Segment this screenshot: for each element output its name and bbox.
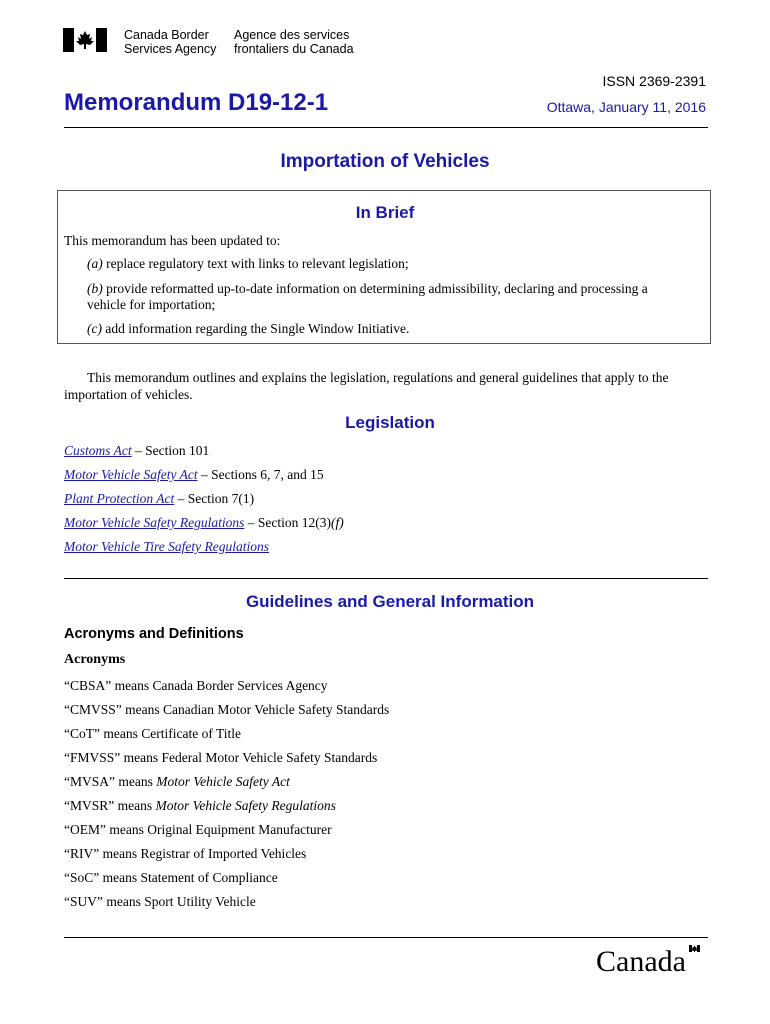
legislation-suffix: – Section 12(3): [244, 515, 331, 530]
legislation-link[interactable]: Motor Vehicle Safety Regulations: [64, 515, 245, 530]
memo-date: Ottawa, January 11, 2016: [546, 99, 706, 115]
item-text: provide reformatted up-to-date information on determining admissibility, declaring and processing a vehicle for importation;: [87, 281, 648, 312]
acronyms-heading: Acronyms: [64, 652, 126, 667]
in-brief-item: [87, 321, 687, 337]
memo-title: Memorandum D19-12-1: [64, 89, 329, 116]
legislation-item: [64, 539, 269, 555]
agency-name-french: [234, 28, 354, 56]
legislation-suffix-italic: (f): [330, 515, 344, 530]
legislation-item: [64, 443, 209, 459]
agency-name-english: [124, 28, 216, 56]
summary-paragraph: This memorandum outlines and explains the legislation, regulations and general guidelines that apply to the importation of vehicles.: [64, 370, 669, 402]
legislation-item: [64, 467, 324, 483]
acronym-italic: Motor Vehicle Safety Regulations: [155, 798, 336, 813]
acronym-item: [64, 702, 389, 718]
acronym-item: [64, 894, 256, 910]
item-text: replace regulatory text with links to relevant legislation;: [106, 256, 409, 271]
acronyms-definitions-heading: Acronyms and Definitions: [64, 626, 244, 642]
legislation-item: [64, 491, 254, 507]
acronym-item: [64, 726, 241, 742]
legislation-heading: Legislation: [345, 413, 435, 432]
acronym-item: [64, 774, 290, 790]
acronym-text: “SUV” means Sport Utility Vehicle: [64, 894, 256, 909]
section-divider: [64, 578, 708, 579]
legislation-suffix: – Sections 6, 7, and 15: [197, 467, 324, 482]
legislation-item: [64, 515, 344, 531]
acronym-item: [64, 798, 336, 814]
acronym-text: “RIV” means Registrar of Imported Vehicles: [64, 846, 307, 861]
acronym-item: [64, 678, 328, 694]
issn-number: ISSN 2369-2391: [602, 73, 706, 89]
in-brief-item: [87, 256, 687, 272]
header-divider: [64, 127, 708, 128]
canada-wordmark-logo: [596, 945, 708, 975]
item-marker: (b): [87, 281, 103, 296]
agency-en-line2: Services Agency: [124, 42, 217, 56]
acronym-text: “FMVSS” means Federal Motor Vehicle Safety Standards: [64, 750, 378, 765]
document-title: Importation of Vehicles: [280, 151, 490, 172]
legislation-suffix: – Section 7(1): [174, 491, 255, 506]
acronym-text: “MVSA” means: [64, 774, 157, 789]
acronym-text: “MVSR” means: [64, 798, 156, 813]
acronym-text: “CBSA” means Canada Border Services Agency: [64, 678, 328, 693]
acronym-item: [64, 822, 332, 838]
legislation-link[interactable]: Motor Vehicle Tire Safety Regulations: [64, 539, 269, 554]
legislation-suffix: – Section 101: [131, 443, 210, 458]
canada-flag-icon: [63, 28, 107, 52]
agency-fr-line1: Agence des services: [234, 28, 350, 42]
legislation-link[interactable]: Customs Act: [64, 443, 132, 458]
acronym-text: “OEM” means Original Equipment Manufacturer: [64, 822, 332, 837]
guidelines-heading: Guidelines and General Information: [245, 592, 535, 611]
acronym-text: “SoC” means Statement of Compliance: [64, 870, 278, 885]
legislation-link[interactable]: Plant Protection Act: [64, 491, 175, 506]
item-marker: (a): [87, 256, 103, 271]
item-text: add information regarding the Single Window Initiative.: [105, 321, 410, 336]
acronym-item: [64, 846, 306, 862]
in-brief-heading: In Brief: [355, 203, 415, 222]
agency-en-line1: Canada Border: [124, 28, 209, 42]
acronym-text: “CMVSS” means Canadian Motor Vehicle Safety Standards: [64, 702, 390, 717]
agency-fr-line2: frontaliers du Canada: [234, 42, 354, 56]
item-marker: (c): [87, 321, 102, 336]
footer-divider: [64, 937, 708, 938]
legislation-link[interactable]: Motor Vehicle Safety Act: [64, 467, 198, 482]
svg-text:Canada: Canada: [596, 945, 686, 975]
in-brief-intro: This memorandum has been updated to:: [64, 233, 281, 248]
acronym-text: “CoT” means Certificate of Title: [64, 726, 241, 741]
acronym-italic: Motor Vehicle Safety Act: [156, 774, 290, 789]
acronym-item: [64, 870, 278, 886]
acronym-item: [64, 750, 377, 766]
in-brief-item: [87, 281, 687, 313]
